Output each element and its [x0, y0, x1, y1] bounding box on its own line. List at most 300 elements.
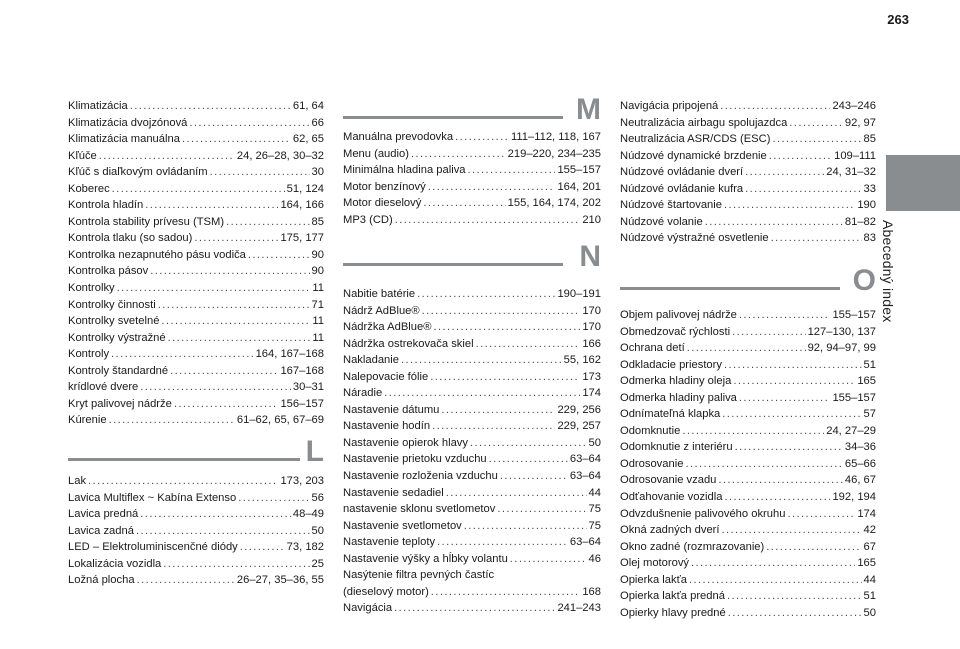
- dot-leader: [745, 181, 861, 198]
- index-entry: [620, 115, 876, 132]
- index-entry-term: Obmedzovač rýchlosti: [620, 325, 731, 338]
- index-entry-pages: 174: [857, 507, 876, 520]
- dot-leader: [99, 148, 235, 165]
- index-entry-term: Odrosovanie vzadu: [620, 474, 717, 487]
- index-entry-term: Ochrana detí: [620, 342, 685, 355]
- index-entry: [68, 148, 324, 165]
- index-entry-term: Kontrolky svetelné: [68, 315, 160, 328]
- index-entry-term: Koberec: [68, 182, 110, 195]
- dot-leader: [441, 402, 555, 419]
- index-entry: [620, 214, 876, 231]
- index-entry: [620, 357, 876, 374]
- index-entry-pages: 85: [863, 133, 876, 146]
- index-entry-term: Ložná plocha: [68, 574, 135, 587]
- index-entry-pages: 166: [582, 337, 601, 350]
- index-entry-term: krídlové dvere: [68, 381, 139, 394]
- index-entry-term: Odrosovanie: [620, 457, 684, 470]
- index-entry: [620, 456, 876, 473]
- index-entry-term: Odvzdušnenie palivového okruhu: [620, 507, 786, 520]
- index-entry: [343, 451, 601, 468]
- index-entry-pages: 175, 177: [280, 232, 324, 245]
- dot-leader: [718, 472, 842, 489]
- index-entry-term: Nalepovacie fólie: [343, 370, 429, 383]
- index-entry-term: Kontrolky výstražné: [68, 331, 166, 344]
- index-entry-pages: 26–27, 35–36, 55: [236, 574, 324, 587]
- index-entry: [68, 230, 324, 247]
- dot-leader: [111, 346, 254, 363]
- index-entry-pages: 61–62, 65, 67–69: [236, 414, 324, 427]
- index-entry-pages: 164, 167–168: [255, 348, 324, 361]
- index-entry-term: Lak: [68, 475, 87, 487]
- index-entry: [343, 146, 601, 163]
- letter-rule: [68, 458, 300, 461]
- index-entry-pages: 56: [311, 491, 324, 504]
- dot-leader: [170, 363, 278, 380]
- index-entry: [68, 131, 324, 148]
- letter-rule: [343, 116, 563, 119]
- index-entry-pages: 90: [311, 265, 324, 278]
- index-entry: [68, 572, 324, 589]
- index-entry-pages: 174: [582, 387, 601, 400]
- index-entry-term: Kontrola hladín: [68, 199, 144, 212]
- index-entry: [343, 418, 601, 435]
- index-entry: [620, 307, 876, 324]
- dot-leader: [411, 146, 506, 163]
- index-entry-pages: 11: [312, 282, 324, 295]
- dot-leader: [470, 435, 587, 452]
- index-entry-pages: 192, 194: [832, 491, 876, 504]
- index-entry-term: Kúrenie: [68, 414, 107, 427]
- dot-leader: [136, 523, 310, 540]
- dot-leader: [500, 468, 568, 485]
- index-entry-term: Núdzové dynamické brzdenie: [620, 149, 767, 162]
- index-entry-pages: 46: [588, 552, 601, 565]
- index-entry-term: Nádržka AdBlue®: [343, 321, 432, 334]
- index-entry-pages: 155–157: [557, 164, 601, 177]
- dot-leader: [787, 506, 855, 523]
- index-entry-pages: 156–157: [280, 397, 324, 410]
- dot-leader: [739, 390, 831, 407]
- index-entry-pages: 168: [582, 585, 601, 598]
- index-entry-term: Klimatizácia: [68, 100, 128, 112]
- index-entry-term: Klimatizácia dvojzónová: [68, 116, 188, 129]
- index-entry-pages: 50: [588, 436, 601, 449]
- index-entry-pages: 42: [863, 524, 876, 537]
- index-entry-pages: 63–64: [569, 536, 601, 549]
- index-entry: [620, 164, 876, 181]
- dot-leader: [112, 181, 285, 198]
- index-entry-pages: 65–66: [844, 457, 876, 470]
- index-entry: [343, 518, 601, 535]
- dot-leader: [771, 230, 862, 247]
- index-entry-pages: 24, 27–29: [826, 424, 876, 437]
- index-entry: [68, 412, 324, 429]
- dot-leader: [724, 489, 830, 506]
- index-entry-pages: 30–31: [292, 381, 324, 394]
- index-entry-pages: 51, 124: [286, 182, 324, 195]
- index-entry: [620, 605, 876, 622]
- dot-leader: [174, 396, 279, 413]
- index-entry-term: nastavenie sklonu svetlometov: [343, 503, 496, 516]
- dot-leader: [766, 539, 861, 556]
- index-entry-term: Kryt palivovej nádrže: [68, 397, 172, 410]
- index-entry: [68, 263, 324, 280]
- index-entry-term: Odmerka hladiny oleja: [620, 375, 732, 388]
- letter-rule: [620, 287, 840, 290]
- index-entry-pages: 34–36: [844, 441, 876, 454]
- dot-leader: [727, 588, 862, 605]
- dot-leader: [88, 473, 278, 490]
- index-entry: [620, 230, 876, 247]
- index-entry-term: Motor dieselový: [343, 197, 422, 210]
- dot-leader: [423, 195, 505, 212]
- dot-leader: [497, 501, 586, 518]
- index-entry-pages: 170: [582, 321, 601, 334]
- index-entry-term: Motor benzínový: [343, 180, 426, 193]
- index-entry-pages: 44: [863, 573, 876, 586]
- index-entry: [343, 402, 601, 419]
- dot-leader: [158, 297, 310, 314]
- index-entry-pages: 241–243: [557, 602, 601, 615]
- index-entry-term: Odkladacie priestory: [620, 358, 722, 371]
- index-entry-term: Nastavenie hodín: [343, 420, 431, 433]
- index-entry-term: Nastavenie výšky a hĺbky volantu: [343, 552, 508, 565]
- index-entry: [343, 179, 601, 196]
- index-entry-term: Núdzové ovládanie kufra: [620, 182, 744, 195]
- index-entry: [68, 506, 324, 523]
- index-entry: [343, 485, 601, 502]
- dot-leader: [745, 164, 824, 181]
- index-entry-term: Núdzové štartovanie: [620, 199, 722, 212]
- dot-leader: [248, 247, 310, 264]
- index-entry-term: Nastavenie opierok hlavy: [343, 436, 468, 449]
- index-entry: [343, 385, 601, 402]
- index-entry-term: Kontrolka pásov: [68, 265, 149, 278]
- letter-heading-o: [620, 264, 876, 310]
- dot-leader: [489, 451, 568, 468]
- index-entry: [343, 352, 601, 369]
- index-entry: [620, 555, 876, 572]
- dot-leader: [130, 98, 291, 115]
- index-entry-term: Navigácia pripojená: [620, 100, 719, 112]
- index-entry-pages: 61, 64: [292, 100, 324, 112]
- index-entry-term: Nádržka ostrekovača skiel: [343, 337, 474, 350]
- index-entry: [620, 340, 876, 357]
- index-entry: [620, 588, 876, 605]
- index-entry-term: Nastavenie teploty: [343, 536, 436, 549]
- index-entry-pages: 155, 164, 174, 202: [507, 197, 601, 210]
- index-entry: [343, 319, 601, 336]
- dot-leader: [722, 522, 862, 539]
- index-entry-term: Opierky hlavy predné: [620, 606, 726, 619]
- index-entry: [68, 473, 324, 490]
- dot-leader: [682, 423, 824, 440]
- dot-leader: [789, 115, 843, 132]
- index-entry: [343, 336, 601, 353]
- dot-leader: [430, 369, 580, 386]
- index-entry: [343, 303, 601, 320]
- dot-leader: [772, 131, 861, 148]
- index-entry-pages: 11: [312, 331, 324, 344]
- index-entry-term: Odmerka hladiny paliva: [620, 391, 737, 404]
- index-entry-term: Nakladanie: [343, 354, 399, 367]
- dot-leader: [189, 115, 309, 132]
- dot-leader: [182, 131, 291, 148]
- index-entry-pages: 127–130, 137: [807, 325, 876, 338]
- index-entry-term: Neutralizácia ASR/CDS (ESC): [620, 133, 771, 146]
- index-column-1: [68, 98, 324, 429]
- index-entry: [620, 522, 876, 539]
- index-entry-term: Nastavenie dátumu: [343, 403, 440, 416]
- index-entry-pages: 46, 67: [844, 474, 876, 487]
- index-column-3: [620, 98, 876, 247]
- index-entry-term: Lavica Multiflex ~ Kabína Extenso: [68, 491, 237, 504]
- index-entry-term: Klimatizácia manuálna: [68, 133, 180, 146]
- index-entry: [68, 396, 324, 413]
- index-entry-pages: 48–49: [292, 508, 324, 521]
- index-column-2-n: [343, 286, 601, 617]
- index-entry-term: Lavica predná: [68, 508, 139, 521]
- index-entry: [620, 439, 876, 456]
- index-entry-term: Odomknutie: [620, 424, 681, 437]
- dot-leader: [401, 352, 562, 369]
- index-entry-term: Lokalizácia vozidla: [68, 557, 162, 570]
- dot-leader: [428, 179, 556, 196]
- index-entry-term: Odomknutie z interiéru: [620, 441, 733, 454]
- dot-leader: [732, 324, 806, 341]
- index-entry-pages: 243–246: [832, 100, 876, 112]
- index-entry-term: Objem palivovej nádrže: [620, 309, 737, 321]
- index-entry-pages: 173: [582, 370, 601, 383]
- dot-leader: [432, 418, 555, 435]
- index-entry-term: Kontrolky: [68, 282, 115, 295]
- dot-leader: [728, 605, 862, 622]
- dot-leader: [687, 340, 806, 357]
- index-entry-term: Kľúč s diaľkovým ovládaním: [68, 166, 208, 179]
- index-entry-term: Kľúče: [68, 149, 97, 162]
- dot-leader: [150, 263, 309, 280]
- index-entry: [68, 523, 324, 540]
- index-entry: [343, 129, 601, 146]
- letter-m: M: [576, 93, 601, 126]
- index-entry: [620, 197, 876, 214]
- index-entry-line: [343, 584, 601, 601]
- dot-leader: [455, 129, 509, 146]
- index-entry-pages: 92, 97: [844, 116, 876, 129]
- index-entry-pages: 83: [863, 232, 876, 245]
- index-entry-term: Náradie: [343, 387, 383, 400]
- index-entry-pages: 75: [588, 519, 601, 532]
- index-entry-pages: 164, 201: [557, 180, 601, 193]
- index-entry-pages: 33: [863, 182, 876, 195]
- index-entry-pages: 11: [312, 315, 324, 328]
- dot-leader: [137, 572, 235, 589]
- index-entry-pages: 229, 256: [557, 403, 601, 416]
- letter-n: N: [579, 240, 601, 273]
- dot-leader: [733, 373, 855, 390]
- dot-leader: [168, 330, 311, 347]
- dot-leader: [705, 214, 843, 231]
- index-entry-term-continued: (dieselový motor): [343, 585, 429, 598]
- index-entry: [620, 489, 876, 506]
- index-entry-term: Kontrola stability prívesu (TSM): [68, 215, 225, 228]
- dot-leader: [431, 584, 581, 601]
- index-entry-pages: 219–220, 234–235: [507, 147, 601, 160]
- index-entry-pages: 51: [863, 358, 876, 371]
- index-entry-pages: 71: [311, 298, 324, 311]
- dot-leader: [226, 214, 309, 231]
- index-entry-pages: 44: [588, 486, 601, 499]
- dot-leader: [689, 572, 862, 589]
- index-entry-pages: 62, 65: [292, 133, 324, 146]
- dot-leader: [735, 439, 843, 456]
- dot-leader: [422, 303, 581, 320]
- index-entry-pages: 63–64: [569, 453, 601, 466]
- index-entry-pages: 111–112, 118, 167: [511, 131, 601, 143]
- index-entry: [68, 363, 324, 380]
- letter-heading-n: [343, 240, 601, 286]
- index-entry-pages: 164, 166: [280, 199, 324, 212]
- index-entry: [620, 539, 876, 556]
- index-column-3-o: [620, 307, 876, 621]
- index-entry-term: Odťahovanie vozidla: [620, 491, 723, 504]
- index-entry: [68, 556, 324, 573]
- index-entry: [343, 435, 601, 452]
- section-side-label-text: Abecedný index: [880, 220, 896, 323]
- index-entry: [68, 197, 324, 214]
- index-entry: [68, 181, 324, 198]
- dot-leader: [384, 385, 580, 402]
- index-entry: [343, 551, 601, 568]
- index-entry: [68, 98, 324, 115]
- index-entry: [620, 423, 876, 440]
- index-entry-pages: 50: [863, 606, 876, 619]
- index-column-2-m: [343, 129, 601, 228]
- index-entry: [620, 181, 876, 198]
- index-entry-pages: 85: [311, 215, 324, 228]
- index-entry: [343, 534, 601, 551]
- index-entry: [343, 567, 601, 600]
- index-entry: [343, 600, 601, 617]
- index-entry-term: Olej motorový: [620, 557, 690, 570]
- dot-leader: [739, 307, 831, 324]
- index-entry-pages: 167–168: [280, 364, 324, 377]
- index-entry-term: MP3 (CD): [343, 213, 393, 226]
- index-entry: [620, 324, 876, 341]
- index-entry: [620, 506, 876, 523]
- index-entry: [68, 214, 324, 231]
- index-entry: [343, 369, 601, 386]
- index-entry-term: Lavica zadná: [68, 524, 134, 537]
- letter-l: L: [305, 435, 324, 468]
- dot-leader: [163, 556, 309, 573]
- index-entry-term: Opierka lakťa: [620, 573, 687, 586]
- index-entry-pages: 155–157: [832, 309, 876, 321]
- index-entry-term: Neutralizácia airbagu spolujazdca: [620, 116, 788, 129]
- index-entry-term: Minimálna hladina paliva: [343, 164, 466, 177]
- dot-leader: [433, 319, 580, 336]
- index-entry-term: Nádrž AdBlue®: [343, 304, 420, 317]
- index-entry-term: Nasýtenie filtra pevných častíc: [343, 569, 495, 582]
- index-entry-pages: 109–111: [834, 149, 876, 162]
- dot-leader: [685, 456, 842, 473]
- dot-leader: [724, 197, 855, 214]
- index-entry: [68, 346, 324, 363]
- dot-leader: [510, 551, 587, 568]
- index-entry: [620, 472, 876, 489]
- index-entry-pages: 24, 26–28, 30–32: [236, 149, 324, 162]
- index-entry: [68, 115, 324, 132]
- index-entry-pages: 155–157: [832, 391, 876, 404]
- index-entry-pages: 92, 94–97, 99: [807, 342, 876, 355]
- index-entry: [343, 468, 601, 485]
- index-entry-term: Núdzové ovládanie dverí: [620, 166, 744, 179]
- index-entry: [620, 148, 876, 165]
- index-entry-pages: 190: [857, 199, 876, 212]
- dot-leader: [722, 406, 861, 423]
- index-entry-pages: 50: [311, 524, 324, 537]
- index-entry-pages: 57: [863, 408, 876, 421]
- dot-leader: [161, 313, 310, 330]
- index-entry-pages: 25: [311, 557, 324, 570]
- index-entry: [620, 572, 876, 589]
- index-entry: [68, 280, 324, 297]
- index-entry-term: Kontrolka nezapnutého pásu vodiča: [68, 248, 246, 261]
- index-entry-term: Manuálna prevodovka: [343, 131, 454, 143]
- index-entry: [68, 330, 324, 347]
- index-entry: [68, 539, 324, 556]
- index-entry: [620, 131, 876, 148]
- index-entry-pages: 24, 31–32: [826, 166, 876, 179]
- dot-leader: [140, 379, 291, 396]
- index-entry-term: Kontroly štandardné: [68, 364, 169, 377]
- index-column-1-l: [68, 473, 324, 589]
- index-entry-term: Kontrolky činnosti: [68, 298, 156, 311]
- index-entry: [68, 490, 324, 507]
- dot-leader: [395, 212, 581, 229]
- index-entry-term: Núdzové volanie: [620, 215, 703, 228]
- index-entry-pages: 170: [582, 304, 601, 317]
- letter-rule: [343, 263, 563, 266]
- index-entry-pages: 51: [863, 590, 876, 603]
- index-entry-pages: 165: [857, 557, 876, 570]
- dot-leader: [109, 412, 235, 429]
- dot-leader: [446, 485, 587, 502]
- index-entry: [68, 297, 324, 314]
- dot-leader: [240, 539, 285, 556]
- index-entry: [68, 379, 324, 396]
- index-entry-pages: 63–64: [569, 470, 601, 483]
- dot-leader: [238, 490, 309, 507]
- dot-leader: [117, 280, 311, 297]
- index-entry: [68, 164, 324, 181]
- index-entry-term: Núdzové výstražné osvetlenie: [620, 232, 769, 245]
- index-entry: [343, 212, 601, 229]
- index-entry: [343, 286, 601, 303]
- dot-leader: [691, 555, 855, 572]
- index-entry-pages: 30: [311, 166, 324, 179]
- index-entry: [343, 501, 601, 518]
- dot-leader: [437, 534, 568, 551]
- index-entry-term: Opierka lakťa predná: [620, 590, 725, 603]
- dot-leader: [145, 197, 278, 214]
- dot-leader: [724, 357, 862, 374]
- index-entry-pages: 210: [582, 213, 601, 226]
- index-entry: [68, 247, 324, 264]
- index-entry-term: Okno zadné (rozmrazovanie): [620, 540, 765, 553]
- index-entry: [620, 98, 876, 115]
- index-entry-term: Nastavenie sedadiel: [343, 486, 444, 499]
